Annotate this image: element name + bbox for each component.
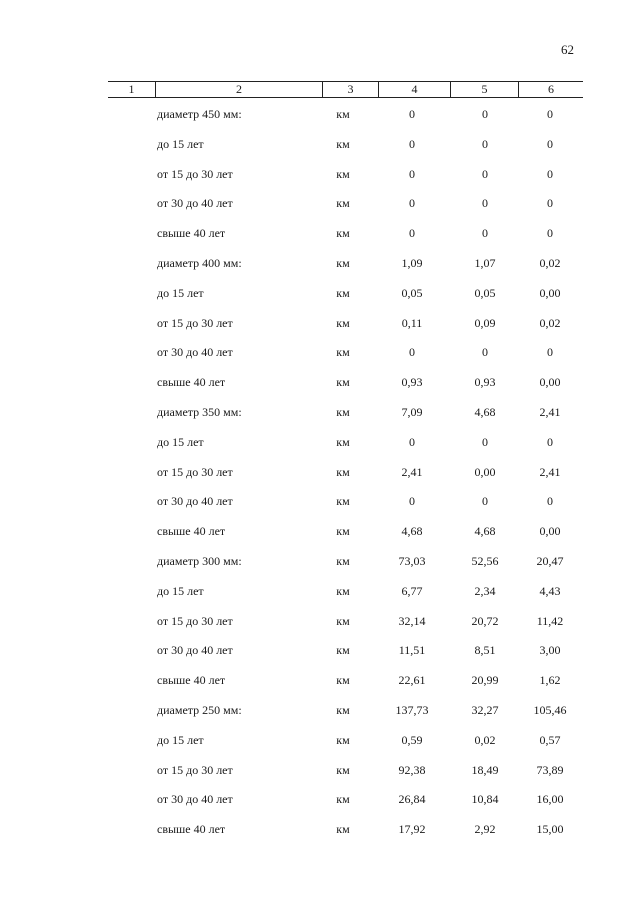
row-value-col-4: 0 — [409, 345, 415, 360]
row-label: диаметр 400 мм: — [157, 255, 242, 270]
row-unit: км — [336, 732, 350, 747]
row-label: свыше 40 лет — [157, 673, 226, 688]
row-value-col-4: 1,09 — [401, 255, 423, 270]
row-value-col-6: 2,41 — [539, 464, 561, 479]
row-value-col-5: 0,93 — [474, 375, 496, 390]
row-value-col-6: 0 — [547, 136, 553, 151]
row-value-col-4: 26,84 — [398, 792, 426, 807]
table-row — [0, 337, 640, 367]
table-row — [0, 129, 640, 159]
row-value-col-4: 0,11 — [401, 315, 423, 330]
row-unit: км — [336, 524, 350, 539]
table-row — [0, 516, 640, 546]
row-value-col-4: 0 — [409, 494, 415, 509]
row-label: от 15 до 30 лет — [157, 762, 233, 777]
row-unit: км — [336, 166, 350, 181]
table-row — [0, 308, 640, 338]
table-row — [0, 367, 640, 397]
row-value-col-5: 52,56 — [471, 553, 499, 568]
row-unit: км — [336, 404, 350, 419]
row-unit: км — [336, 345, 350, 360]
row-value-col-6: 0 — [547, 345, 553, 360]
header-col-5: 5 — [451, 82, 519, 97]
row-value-col-4: 6,77 — [401, 583, 423, 598]
row-value-col-4: 0 — [409, 107, 415, 121]
row-label: свыше 40 лет — [157, 375, 226, 390]
table-row — [0, 278, 640, 308]
row-label: до 15 лет — [157, 136, 204, 151]
row-value-col-5: 0,00 — [474, 464, 496, 479]
row-unit: км — [336, 643, 350, 658]
row-label: диаметр 450 мм: — [157, 107, 242, 121]
row-value-col-6: 0,02 — [539, 255, 561, 270]
table-body — [0, 99, 640, 844]
row-value-col-5: 18,49 — [471, 762, 499, 777]
row-value-col-5: 0,09 — [474, 315, 496, 330]
row-value-col-6: 0,00 — [539, 375, 561, 390]
header-col-1: 1 — [108, 82, 156, 97]
row-value-col-5: 32,27 — [471, 702, 499, 717]
row-label: до 15 лет — [157, 583, 204, 598]
table-row — [0, 427, 640, 457]
row-value-col-5: 0 — [482, 107, 488, 121]
row-unit: км — [336, 375, 350, 390]
table-row — [0, 457, 640, 487]
row-label: свыше 40 лет — [157, 226, 226, 241]
row-value-col-6: 0,00 — [539, 285, 561, 300]
row-label: от 15 до 30 лет — [157, 166, 233, 181]
row-value-col-6: 11,42 — [536, 613, 564, 628]
row-value-col-4: 0 — [409, 136, 415, 151]
row-label: диаметр 250 мм: — [157, 702, 242, 717]
header-col-3: 3 — [323, 82, 379, 97]
row-label: от 15 до 30 лет — [157, 315, 233, 330]
table-row — [0, 814, 640, 844]
row-value-col-5: 8,51 — [474, 643, 496, 658]
row-value-col-4: 0 — [409, 434, 415, 449]
row-unit: км — [336, 107, 350, 121]
row-value-col-4: 0,05 — [401, 285, 423, 300]
row-value-col-6: 0 — [547, 196, 553, 211]
row-value-col-6: 0 — [547, 226, 553, 241]
row-label: до 15 лет — [157, 285, 204, 300]
row-value-col-5: 0,05 — [474, 285, 496, 300]
row-value-col-4: 0,93 — [401, 375, 423, 390]
row-value-col-4: 2,41 — [401, 464, 423, 479]
row-value-col-5: 0,02 — [474, 732, 496, 747]
row-value-col-4: 0 — [409, 166, 415, 181]
row-label: от 30 до 40 лет — [157, 643, 233, 658]
row-value-col-6: 16,00 — [536, 792, 564, 807]
row-value-col-6: 0,00 — [539, 524, 561, 539]
row-unit: км — [336, 494, 350, 509]
row-value-col-4: 7,09 — [401, 404, 423, 419]
row-value-col-5: 0 — [482, 196, 488, 211]
table-row — [0, 755, 640, 785]
table-row — [0, 99, 640, 129]
row-label: до 15 лет — [157, 732, 204, 747]
row-value-col-6: 0,57 — [539, 732, 561, 747]
table-row — [0, 695, 640, 725]
table-row — [0, 546, 640, 576]
table-row — [0, 159, 640, 189]
row-unit: км — [336, 702, 350, 717]
row-value-col-4: 73,03 — [398, 553, 426, 568]
header-col-6: 6 — [548, 82, 554, 96]
row-label: до 15 лет — [157, 434, 204, 449]
row-label: от 30 до 40 лет — [157, 196, 233, 211]
row-unit: км — [336, 315, 350, 330]
row-unit: км — [336, 285, 350, 300]
row-unit: км — [336, 434, 350, 449]
row-unit: км — [336, 553, 350, 568]
row-unit: км — [336, 822, 350, 837]
table-row — [0, 725, 640, 755]
row-unit: км — [336, 226, 350, 241]
row-value-col-6: 73,89 — [536, 762, 564, 777]
row-value-col-4: 0 — [409, 226, 415, 241]
row-unit: км — [336, 583, 350, 598]
row-value-col-5: 0 — [482, 136, 488, 151]
header-col-2: 2 — [156, 82, 323, 97]
row-label: свыше 40 лет — [157, 524, 226, 539]
row-label: от 30 до 40 лет — [157, 792, 233, 807]
row-value-col-4: 0,59 — [401, 732, 423, 747]
table-row — [0, 665, 640, 695]
table-row — [0, 606, 640, 636]
row-value-col-4: 92,38 — [398, 762, 426, 777]
row-value-col-6: 0,02 — [539, 315, 561, 330]
row-value-col-6: 0 — [547, 107, 553, 121]
header-col-4: 4 — [379, 82, 451, 97]
row-unit: км — [336, 136, 350, 151]
row-value-col-4: 17,92 — [398, 822, 426, 837]
row-value-col-6: 15,00 — [536, 822, 564, 837]
row-value-col-6: 2,41 — [539, 404, 561, 419]
table-header — [108, 81, 583, 98]
row-value-col-6: 0 — [547, 166, 553, 181]
row-label: от 30 до 40 лет — [157, 494, 233, 509]
row-value-col-6: 105,46 — [533, 702, 567, 717]
row-label: от 30 до 40 лет — [157, 345, 233, 360]
row-value-col-5: 4,68 — [474, 524, 496, 539]
row-label: от 15 до 30 лет — [157, 613, 233, 628]
table-row — [0, 486, 640, 516]
row-unit: км — [336, 196, 350, 211]
row-value-col-4: 4,68 — [401, 524, 423, 539]
row-value-col-6: 0 — [547, 434, 553, 449]
row-unit: км — [336, 255, 350, 270]
row-label: диаметр 350 мм: — [157, 404, 242, 419]
row-value-col-5: 0 — [482, 226, 488, 241]
row-value-col-6: 4,43 — [539, 583, 561, 598]
row-value-col-4: 32,14 — [398, 613, 426, 628]
row-label: от 15 до 30 лет — [157, 464, 233, 479]
row-value-col-5: 1,07 — [474, 255, 496, 270]
row-value-col-4: 137,73 — [395, 702, 429, 717]
table-row — [0, 248, 640, 278]
row-value-col-5: 0 — [482, 166, 488, 181]
row-value-col-4: 11,51 — [398, 643, 426, 658]
row-unit: км — [336, 464, 350, 479]
row-value-col-6: 3,00 — [539, 643, 561, 658]
row-value-col-5: 10,84 — [471, 792, 499, 807]
table-row — [0, 635, 640, 665]
row-value-col-5: 4,68 — [474, 404, 496, 419]
row-value-col-5: 20,99 — [471, 673, 499, 688]
table-row — [0, 188, 640, 218]
table-row — [0, 576, 640, 606]
row-value-col-5: 0 — [482, 434, 488, 449]
row-label: свыше 40 лет — [157, 822, 226, 837]
row-value-col-5: 2,92 — [474, 822, 496, 837]
row-value-col-4: 22,61 — [398, 673, 426, 688]
table-row — [0, 784, 640, 814]
row-value-col-6: 1,62 — [539, 673, 561, 688]
row-value-col-5: 2,34 — [474, 583, 496, 598]
row-value-col-4: 0 — [409, 196, 415, 211]
row-label: диаметр 300 мм: — [157, 553, 242, 568]
row-value-col-6: 0 — [547, 494, 553, 509]
row-unit: км — [336, 792, 350, 807]
row-value-col-5: 20,72 — [471, 613, 499, 628]
row-value-col-6: 20,47 — [536, 553, 564, 568]
row-unit: км — [336, 613, 350, 628]
row-value-col-5: 0 — [482, 494, 488, 509]
page-number: 62 — [561, 42, 574, 57]
row-value-col-5: 0 — [482, 345, 488, 360]
table-row — [0, 397, 640, 427]
row-unit: км — [336, 673, 350, 688]
table-row — [0, 218, 640, 248]
row-unit: км — [336, 762, 350, 777]
